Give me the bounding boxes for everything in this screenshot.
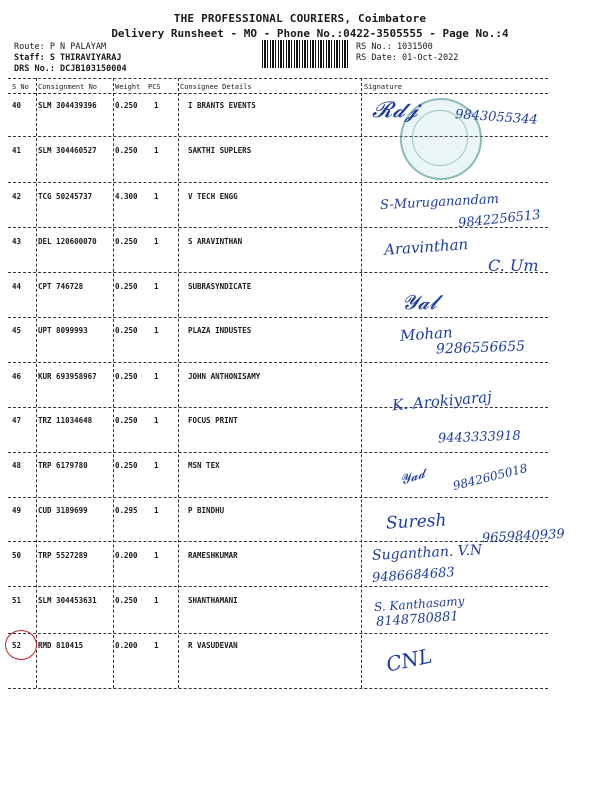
row-consignee: S ARAVINTHAN <box>188 237 243 246</box>
row-consignee: PLAZA INDUSTES <box>188 326 252 335</box>
row-consignee: V TECH ENGG <box>188 192 238 201</box>
row-consignee: FOCUS PRINT <box>188 416 238 425</box>
table-row <box>0 326 600 338</box>
row-rule <box>8 317 548 318</box>
table-row <box>0 146 600 158</box>
row-pcs: 1 <box>154 416 159 425</box>
signature-name: S. Kanthasamy <box>373 593 465 615</box>
signature-scribble: 𝓨𝓪𝓵 <box>402 290 438 314</box>
row-sno: 46 <box>12 372 22 381</box>
col-header-signature: Signature <box>364 83 402 91</box>
row-pcs: 1 <box>154 282 159 291</box>
hand-drawn-circle <box>5 630 37 660</box>
table-row <box>0 192 600 204</box>
row-consignee: P BINDHU <box>188 506 225 515</box>
row-pcs: 1 <box>154 192 159 201</box>
table-row <box>0 596 600 608</box>
staff-label: Staff: S THIRAVIYARAJ <box>14 53 122 63</box>
row-rule <box>8 633 548 634</box>
row-weight: 0.295 <box>115 506 138 515</box>
signature-name: Suresh <box>385 510 447 534</box>
col-header-consignment: Consignment No <box>38 83 98 91</box>
row-weight: 0.250 <box>115 326 138 335</box>
row-sno: 44 <box>12 282 22 291</box>
row-sno: 47 <box>12 416 22 425</box>
signature-phone: 8148780881 <box>375 609 460 630</box>
row-consignment: UPT 8099993 <box>38 326 88 335</box>
row-consignment: TRP 5527289 <box>38 551 88 560</box>
signature-phone: 9286556655 <box>435 338 526 358</box>
row-consignment: TRZ 11034648 <box>38 416 93 425</box>
row-consignment: SLM 304453631 <box>38 596 97 605</box>
row-weight: 0.250 <box>115 461 138 470</box>
rs-date: RS Date: 01-Oct-2022 <box>356 53 459 63</box>
row-pcs: 1 <box>154 146 159 155</box>
row-weight: 0.250 <box>115 101 138 110</box>
signature-name: K. Arokiyaraj <box>391 387 493 415</box>
row-pcs: 1 <box>154 237 159 246</box>
signature-name: Suganthan. V.N <box>371 542 483 564</box>
row-sno: 49 <box>12 506 22 515</box>
table-bottom-rule <box>8 688 548 689</box>
table-row <box>0 237 600 249</box>
row-rule <box>8 362 548 363</box>
row-consignment: CUD 3189699 <box>38 506 88 515</box>
row-rule <box>8 452 548 453</box>
row-consignment: DEL 120600070 <box>38 237 97 246</box>
row-pcs: 1 <box>154 551 159 560</box>
row-consignment: SLM 304439396 <box>38 101 97 110</box>
row-sno: 43 <box>12 237 22 246</box>
row-sno: 42 <box>12 192 22 201</box>
col-header-pcs: PCS <box>148 83 161 91</box>
signature-phone: 9843055344 <box>454 107 539 128</box>
barcode <box>262 40 350 68</box>
row-sno: 51 <box>12 596 22 605</box>
row-consignment: TRP 6179780 <box>38 461 88 470</box>
row-weight: 0.250 <box>115 237 138 246</box>
runsheet-title: Delivery Runsheet - MO - Phone No.:0422-3505555 - Page No.:4 <box>111 27 509 40</box>
table-row <box>0 641 600 653</box>
signature-cancelled: CNL <box>384 643 435 677</box>
signature-scribble: 𝓨𝓪𝓭 <box>398 466 428 489</box>
drs-number: DRS No.: DCJB103150004 <box>14 64 127 74</box>
route-label: Route: P N PALAYAM <box>14 42 107 52</box>
row-weight: 0.250 <box>115 146 138 155</box>
row-weight: 0.250 <box>115 372 138 381</box>
signature-phone: 9842605018 <box>451 460 529 494</box>
signature-phone: 9842256513 <box>457 207 542 232</box>
row-sno: 52 <box>12 641 22 650</box>
row-sno: 48 <box>12 461 22 470</box>
row-rule <box>8 586 548 587</box>
table-row <box>0 416 600 428</box>
company-title: THE PROFESSIONAL COURIERS, Coimbatore <box>173 12 427 25</box>
row-sno: 40 <box>12 101 22 110</box>
row-rule <box>8 272 548 273</box>
table-top-rule <box>8 78 548 79</box>
row-consignee: SUBRASYNDICATE <box>188 282 252 291</box>
col-header-weight: Weight <box>115 83 141 91</box>
row-rule <box>8 497 548 498</box>
row-weight: 0.200 <box>115 641 138 650</box>
row-weight: 0.200 <box>115 551 138 560</box>
row-consignment: SLM 304460527 <box>38 146 97 155</box>
row-consignment: CPT 746728 <box>38 282 84 291</box>
table-row <box>0 282 600 294</box>
row-weight: 0.250 <box>115 596 138 605</box>
row-pcs: 1 <box>154 506 159 515</box>
row-rule <box>8 541 548 542</box>
table-row <box>0 551 600 563</box>
row-consignee: RAMESHKUMAR <box>188 551 238 560</box>
row-pcs: 1 <box>154 326 159 335</box>
row-consignment: KUR 693958967 <box>38 372 97 381</box>
row-consignee: R VASUDEVAN <box>188 641 238 650</box>
row-weight: 4.300 <box>115 192 138 201</box>
signature-phone: 9486684683 <box>371 565 456 586</box>
row-consignee: I BRANTS EVENTS <box>188 101 256 110</box>
signature-phone: 9659840939 <box>481 526 566 547</box>
col-header-sno: S No <box>12 83 29 91</box>
row-consignee: SHANTHAMANI <box>188 596 238 605</box>
signature-name: Mohan <box>399 323 454 345</box>
row-weight: 0.250 <box>115 282 138 291</box>
row-pcs: 1 <box>154 101 159 110</box>
signature-name: Aravinthan <box>383 235 469 259</box>
row-sno: 45 <box>12 326 22 335</box>
col-header-consignee: Consignee Details <box>180 83 252 91</box>
signature-phone: 9443333918 <box>437 428 521 447</box>
row-weight: 0.250 <box>115 416 138 425</box>
row-sno: 50 <box>12 551 22 560</box>
row-pcs: 1 <box>154 461 159 470</box>
row-pcs: 1 <box>154 641 159 650</box>
row-sno: 41 <box>12 146 22 155</box>
rs-number: RS No.: 1031500 <box>356 42 433 52</box>
row-pcs: 1 <box>154 372 159 381</box>
row-pcs: 1 <box>154 596 159 605</box>
row-consignee: MSN TEX <box>188 461 220 470</box>
row-consignee: SAKTHI SUPLERS <box>188 146 252 155</box>
signature-scribble: 𝓡𝓭𝓳 <box>372 98 419 123</box>
header-rule <box>8 93 548 94</box>
signature-initials: C. Um <box>488 256 539 275</box>
table-row <box>0 506 600 518</box>
row-consignee: JOHN ANTHONISAMY <box>188 372 261 381</box>
table-row <box>0 372 600 384</box>
signature-name: S-Muruganandam <box>379 191 500 214</box>
row-consignment: TCG 50245737 <box>38 192 93 201</box>
row-consignment: RMD 810415 <box>38 641 84 650</box>
row-rule <box>8 182 548 183</box>
